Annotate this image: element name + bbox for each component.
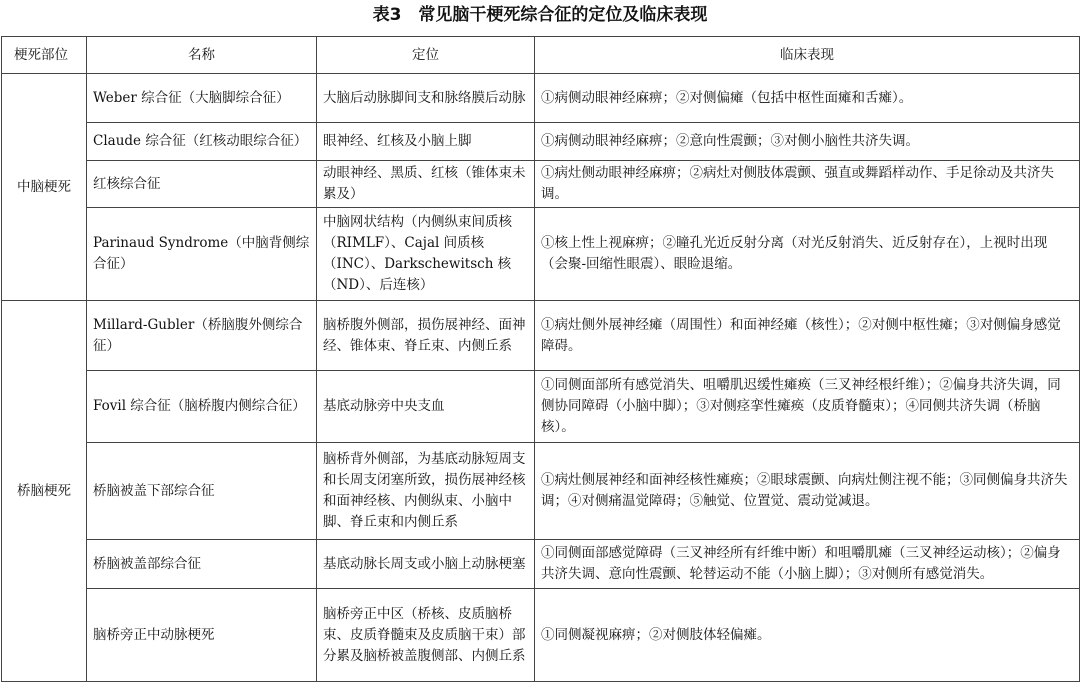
syndrome-location: 基底动脉长周支或小脑上动脉梗塞 bbox=[317, 540, 535, 589]
syndrome-clinical: ①病侧动眼神经麻痹；②意向性震颤；③对侧小脑性共济失调。 bbox=[535, 123, 1080, 161]
syndrome-clinical: ①同侧凝视麻痹；②对侧肢体轻偏瘫。 bbox=[535, 589, 1080, 682]
syndrome-clinical: ①核上性上视麻痹；②瞳孔光近反射分离（对光反射消失、近反射存在），上视时出现（会聚-回缩性眼震）、眼睑退缩。 bbox=[535, 208, 1080, 301]
syndrome-name: 脑桥旁正中动脉梗死 bbox=[87, 589, 317, 682]
syndrome-location: 眼神经、红核及小脑上脚 bbox=[317, 123, 535, 161]
syndrome-clinical: ①同侧面部感觉障碍（三叉神经所有纤维中断）和咀嚼肌瘫（三叉神经运动核）；②偏身共济失调、意向性震颤、轮替运动不能（小脑上脚）；③对侧所有感觉消失。 bbox=[535, 540, 1080, 589]
syndrome-location: 脑桥背外侧部，为基底动脉短周支和长周支闭塞所致，损伤展神经核和面神经核、内侧纵束、小脑中脚、脊丘束和内侧丘系 bbox=[317, 443, 535, 540]
syndrome-name: Fovil 综合征（脑桥腹内侧综合征） bbox=[87, 371, 317, 443]
header-name: 名称 bbox=[87, 37, 317, 74]
syndrome-name: 桥脑被盖下部综合征 bbox=[87, 443, 317, 540]
header-infarct-site: 梗死部位 bbox=[2, 37, 87, 74]
syndrome-location: 大脑后动脉脚间支和脉络膜后动脉 bbox=[317, 74, 535, 123]
group-cell-midbrain: 中脑梗死 bbox=[2, 74, 87, 301]
syndrome-clinical: ①病灶侧外展神经瘫（周围性）和面神经瘫（核性）；②对侧中枢性瘫；③对侧偏身感觉障碍。 bbox=[535, 301, 1080, 371]
table-row bbox=[2, 589, 1080, 682]
table-row bbox=[2, 371, 1080, 443]
group-cell-pons: 桥脑梗死 bbox=[2, 301, 87, 682]
syndrome-location: 脑桥腹外侧部，损伤展神经、面神经、锥体束、脊丘束、内侧丘系 bbox=[317, 301, 535, 371]
table-row bbox=[2, 540, 1080, 589]
syndrome-name: Claude 综合征（红核动眼综合征） bbox=[87, 123, 317, 161]
syndrome-clinical: ①病灶侧展神经和面神经核性瘫痪；②眼球震颤、向病灶侧注视不能；③同侧偏身共济失调；④对侧痛温觉障碍；⑤触觉、位置觉、震动觉减退。 bbox=[535, 443, 1080, 540]
syndrome-name: 桥脑被盖部综合征 bbox=[87, 540, 317, 589]
table-row bbox=[2, 123, 1080, 161]
syndrome-clinical: ①病灶侧动眼神经麻痹；②病灶对侧肢体震颤、强直或舞蹈样动作、手足徐动及共济失调。 bbox=[535, 161, 1080, 208]
header-row bbox=[2, 37, 1080, 74]
table-row bbox=[2, 443, 1080, 540]
syndrome-location: 动眼神经、黑质、红核（锥体束未累及） bbox=[317, 161, 535, 208]
table-row bbox=[2, 161, 1080, 208]
syndrome-clinical: ①病侧动眼神经麻痹；②对侧偏瘫（包括中枢性面瘫和舌瘫）。 bbox=[535, 74, 1080, 123]
syndrome-name: Millard-Gubler（桥脑腹外侧综合征） bbox=[87, 301, 317, 371]
syndrome-name: Weber 综合征（大脑脚综合征） bbox=[87, 74, 317, 123]
table-row bbox=[2, 74, 1080, 123]
syndrome-location: 脑桥旁正中区（桥核、皮质脑桥束、皮质脊髓束及皮质脑干束）部分累及脑桥被盖腹侧部、内侧丘系 bbox=[317, 589, 535, 682]
table-row bbox=[2, 208, 1080, 301]
syndrome-name: 红核综合征 bbox=[87, 161, 317, 208]
header-clinical: 临床表现 bbox=[535, 37, 1080, 74]
header-location: 定位 bbox=[317, 37, 535, 74]
syndrome-clinical: ①同侧面部所有感觉消失、咀嚼肌迟缓性瘫痪（三叉神经根纤维）；②偏身共济失调，同侧协同障碍（小脑中脚）；③对侧痉挛性瘫痪（皮质脊髓束）；④同侧共济失调（桥脑核）。 bbox=[535, 371, 1080, 443]
syndrome-location: 基底动脉旁中央支血 bbox=[317, 371, 535, 443]
syndrome-name: Parinaud Syndrome（中脑背侧综合征） bbox=[87, 208, 317, 301]
table-title: 表3 常见脑干梗死综合征的定位及临床表现 bbox=[372, 5, 708, 25]
syndrome-table bbox=[1, 36, 1080, 682]
table-row bbox=[2, 301, 1080, 371]
syndrome-location: 中脑网状结构（内侧纵束间质核（RIMLF）、Cajal 间质核（INC）、Darkschewitsch 核（ND）、后连核） bbox=[317, 208, 535, 301]
